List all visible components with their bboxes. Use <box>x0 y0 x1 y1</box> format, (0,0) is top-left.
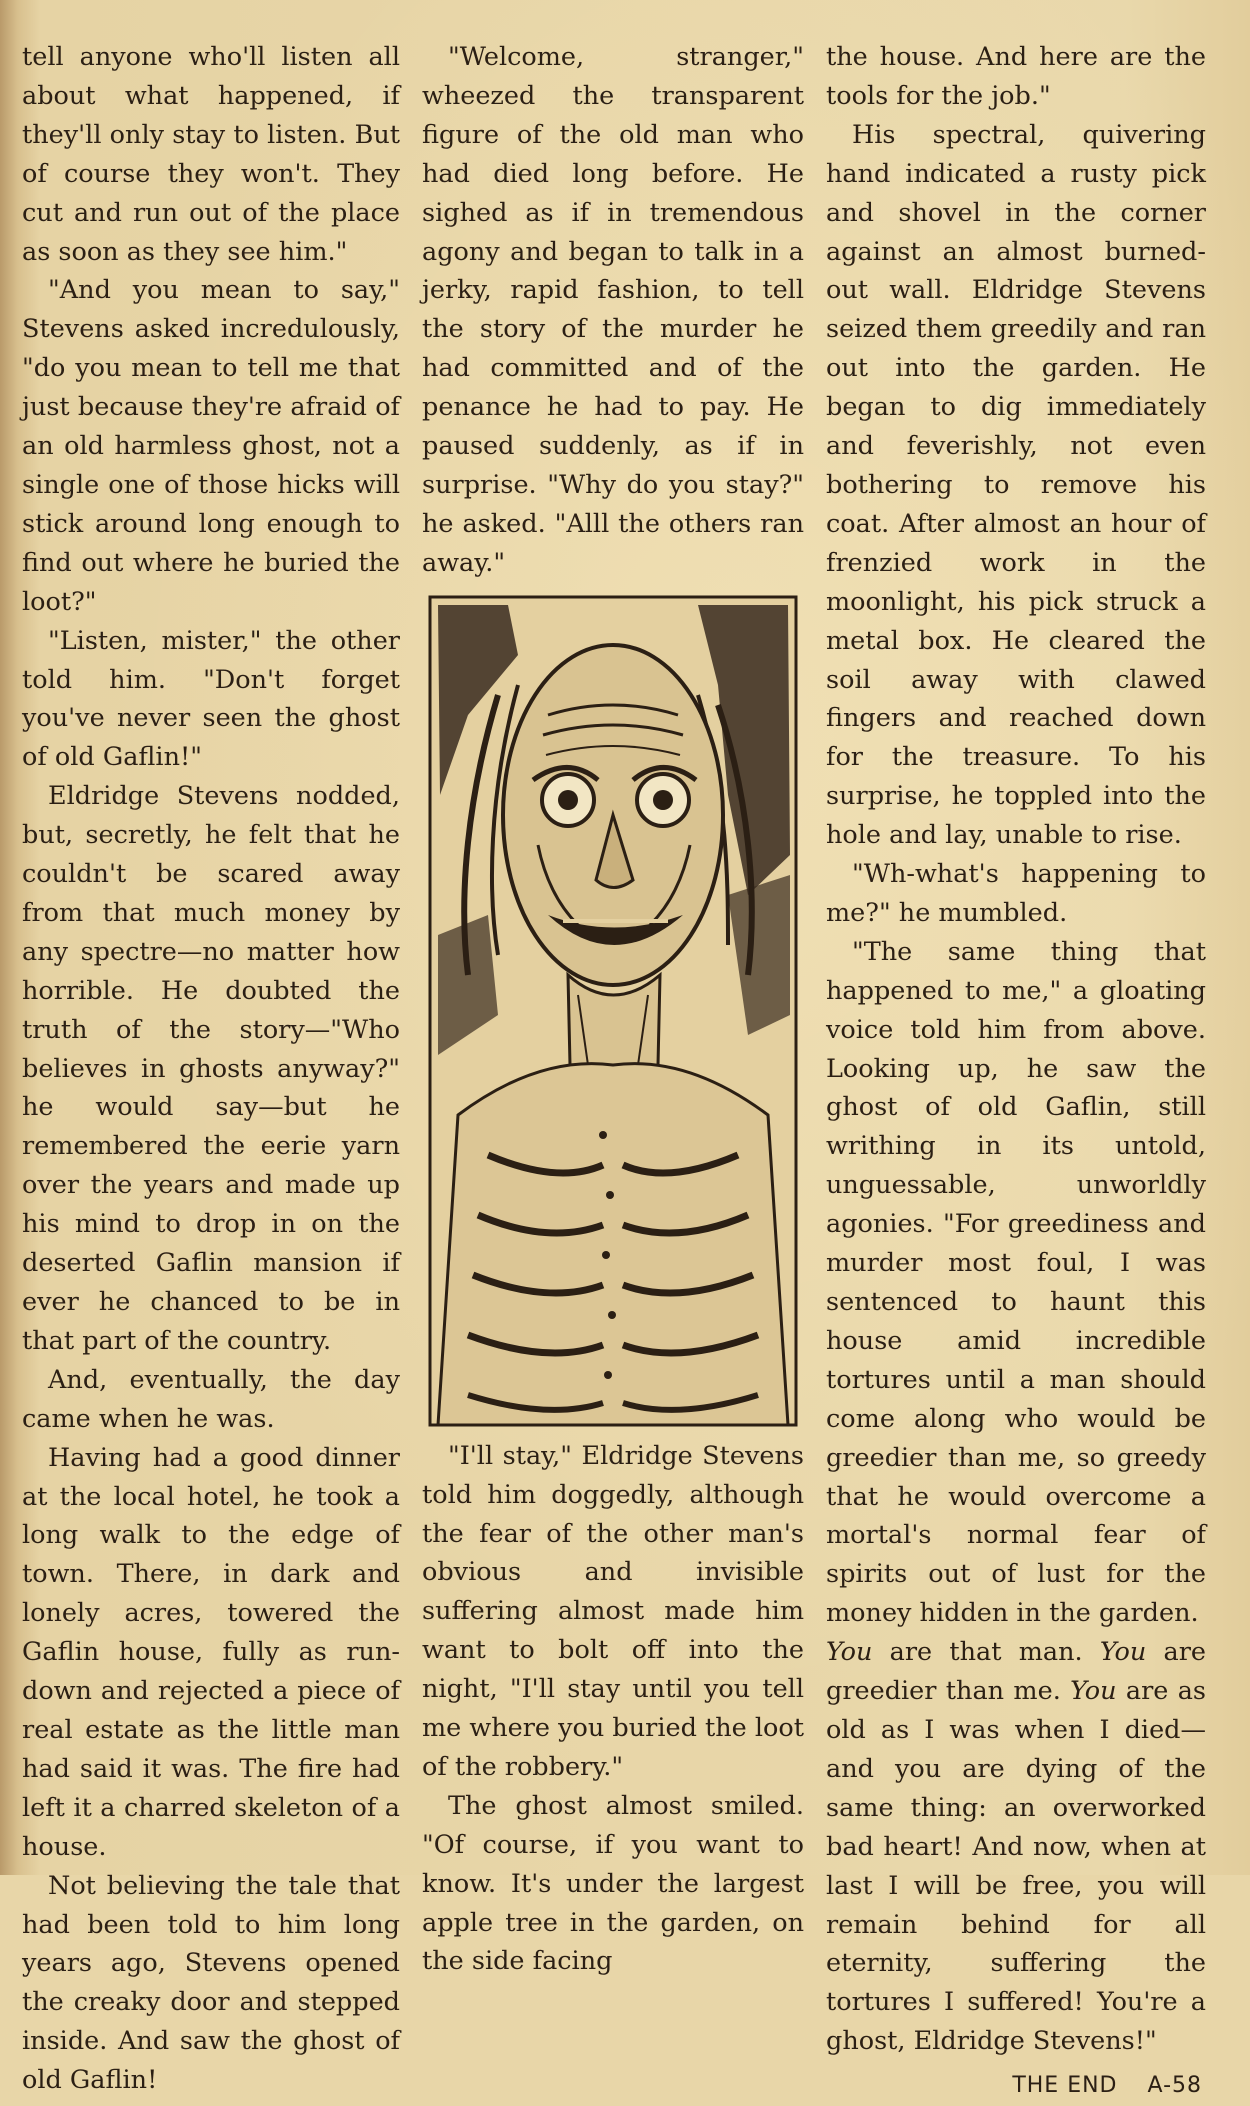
end-line <box>826 2067 1206 2106</box>
emphasis: You <box>826 1637 873 1668</box>
text-column-3 <box>826 38 1206 2106</box>
paragraph: "Welcome, stranger," wheezed the transparent figure of the old man who had died long before. He sighed as if in tremendous agony and began to talk in a jerky, rapid fashion, to tell the story of the murder he had committed and of the penance he had to pay. He paused suddenly, as if in surprise. "Why do you stay?" he asked. "Alll the others ran away." <box>422 42 804 578</box>
paragraph: "The same thing that happened to me," a gloating voice told him from above. Looking up, he saw the ghost of old Gaflin, still writhing in its untold, unguessable, unworldly agonies. "For greediness and murder most foul, I was sentenced to haunt this house amid incredible tortures until a man should come along who would be greedier than me, so greedy that he would overcome a mortal's normal fear of spirits out of lust for the money hidden in the garden. <box>826 936 1206 1629</box>
paragraph: Eldridge Stevens nodded, but, secretly, he felt that he couldn't be scared away from that much money by any spectre—no matter how horrible. He doubted the truth of the story—"Who believes in ghosts anyway?" he would say—but he remembered the eerie yarn over the years and made up his mind to drop in on the deserted Gaflin mansion if ever he chanced to be in that part of the country. <box>22 781 400 1356</box>
text-run: are greedier than me. <box>826 1637 1206 1707</box>
paragraph: "Wh-what's happening to me?" he mumbled. <box>826 859 1206 928</box>
page-number: A-58 <box>1147 2073 1202 2099</box>
text-column-1 <box>22 38 400 2100</box>
paragraph: Not believing the tale that had been told to him long years ago, Stevens opened the creaky door and stepped inside. And saw the ghost of old Gaflin! <box>22 1870 400 2096</box>
paragraph-final <box>826 1633 1206 2061</box>
ghost-portrait-icon <box>428 595 798 1427</box>
paragraph: "And you mean to say," Stevens asked incredulously, "do you mean to tell me that just because they're afraid of an old harmless ghost, not a single one of those hicks will stick around long enough to find out where he buried the loot?" <box>22 275 400 617</box>
paragraph: And, eventually, the day came when he was. <box>22 1364 400 1434</box>
paragraph: His spectral, quivering hand indicated a rusty pick and shovel in the corner against an almost burned-out wall. Eldridge Stevens seized them greedily and ran out into the garden. He began to dig immediately and feverishly, not even bothering to remove his coat. After almost an hour of frenzied work in the moonlight, his pick struck a metal box. He cleared the soil away with clawed fingers and reached down for the treasure. To his surprise, he toppled into the hole and lay, unable to rise. <box>826 119 1206 851</box>
text-column-2 <box>422 38 804 1981</box>
paragraph: The ghost almost smiled. "Of course, if you want to know. It's under the largest apple tree in the garden, on the side facing <box>422 1790 804 1977</box>
text-run: are that man. <box>872 1637 1100 1668</box>
emphasis: You <box>1070 1676 1117 1707</box>
paragraph: tell anyone who'll listen all about what happened, if they'll only stay to listen. But of course they won't. They cut and run out of the place as soon as they see him." <box>22 42 400 267</box>
paragraph: "I'll stay," Eldridge Stevens told him doggedly, although the fear of the other man's obvious and invisible suffering almost made him want to bolt off into the night, "I'll stay until you tell me where you buried the loot of the robbery." <box>422 1440 804 1782</box>
ghost-illustration <box>428 595 798 1427</box>
paragraph: "Listen, mister," the other told him. "Don't forget you've never seen the ghost of old Gaflin!" <box>22 625 400 773</box>
text-run: are as old as I was when I died—and you are dying of the same thing: an overworked bad heart! And now, when at last I will be free, you will remain behind for all eternity, suffering the tortures I suffered! You're a ghost, Eldridge Stevens!" <box>826 1676 1206 2057</box>
paragraph: the house. And here are the tools for the job." <box>826 42 1206 111</box>
paragraph: Having had a good dinner at the local hotel, he took a long walk to the edge of town. There, in dark and lonely acres, towered the Gaflin house, fully as run-down and rejected a piece of real estate as the little man had said it was. The fire had left it a charred skeleton of a house. <box>22 1442 400 1862</box>
end-label: THE END <box>1012 2073 1118 2099</box>
emphasis: You <box>1099 1637 1147 1668</box>
